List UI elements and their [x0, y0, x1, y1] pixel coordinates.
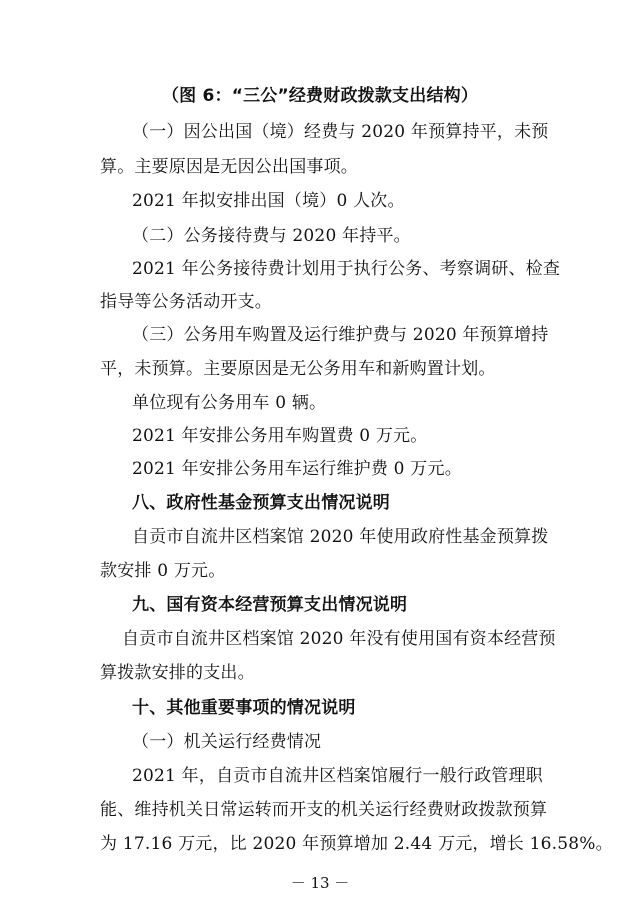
- section-heading: 八、政府性基金预算支出情况说明: [132, 493, 390, 513]
- paragraph-line: 指导等公务活动开支。: [100, 292, 272, 312]
- paragraph-line: 自贡市自流井区档案馆 2020 年没有使用国有资本经营预: [122, 629, 556, 649]
- paragraph-line: 自贡市自流井区档案馆 2020 年使用政府性基金预算拨: [132, 527, 549, 547]
- paragraph-line: 2021 年公务接待费计划用于执行公务、考察调研、检查: [132, 259, 561, 279]
- paragraph-line: 能、维持机关日常运转而开支的机关运行经费财政拨款预算: [100, 800, 548, 820]
- paragraph-line: 平，未预算。主要原因是无公务用车和新购置计划。: [100, 359, 496, 379]
- page-number: － 13 －: [290, 874, 350, 892]
- paragraph-line: （二）公务接待费与 2020 年持平。: [132, 226, 411, 246]
- paragraph-line: 2021 年安排公务用车购置费 0 万元。: [132, 426, 428, 446]
- paragraph-line: 算。主要原因是无因公出国事项。: [100, 157, 358, 177]
- paragraph-line: （三）公务用车购置及运行维护费与 2020 年预算增持: [132, 325, 549, 345]
- paragraph-line: 单位现有公务用车 0 辆。: [132, 393, 327, 413]
- paragraph-line: 2021 年拟安排出国（境）0 人次。: [132, 191, 405, 211]
- paragraph-line: 算拨款安排的支出。: [100, 663, 255, 683]
- section-heading: 九、国有资本经营预算支出情况说明: [132, 595, 408, 615]
- paragraph-line: （一）因公出国（境）经费与 2020 年预算持平，未预: [132, 122, 549, 142]
- paragraph-line: 2021 年安排公务用车运行维护费 0 万元。: [132, 459, 462, 479]
- paragraph-line: 款安排 0 万元。: [100, 561, 226, 581]
- paragraph-line: 为 17.16 万元，比 2020 年预算增加 2.44 万元，增长 16.58%。: [100, 834, 613, 854]
- figure-caption: （图 6：“三公”经费财政拨款支出结构）: [161, 86, 479, 106]
- paragraph-line: （一）机关运行经费情况: [132, 732, 322, 752]
- paragraph-line: 2021 年，自贡市自流井区档案馆履行一般行政管理职: [132, 766, 543, 786]
- section-heading: 十、其他重要事项的情况说明: [132, 698, 356, 718]
